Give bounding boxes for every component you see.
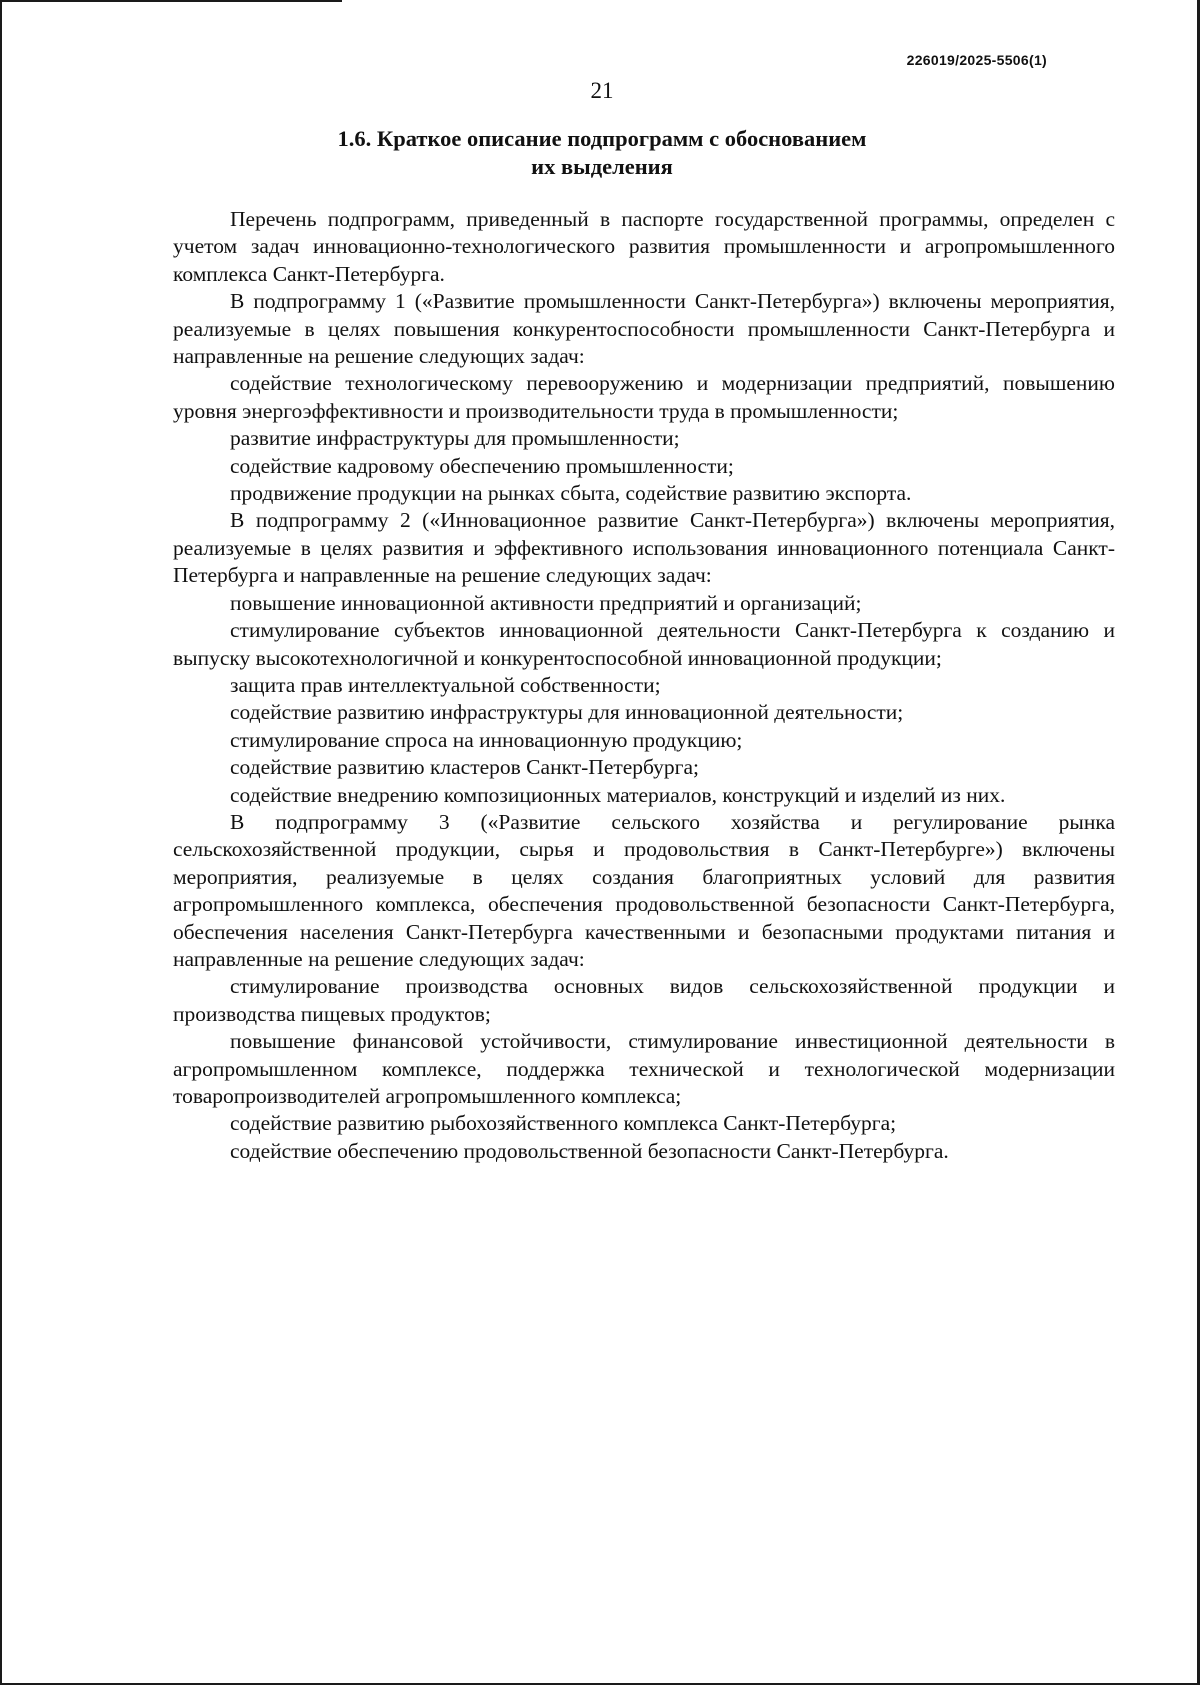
paragraph: В подпрограмму 3 («Развитие сельского хозяйства и регулирование рынка сельскохозяйственной продукции, сырья и продовольствия в Санкт-Петербурге») включены мероприятия, реализуемые в целях создания благоприятных условий для развития агропромышленного комплекса, обеспечения продовольственной безопасности Санкт-Петербурга, обеспечения населения Санкт-Петербурга качественными и безопасными продуктами питания и направленные на решение следующих задач: bbox=[173, 809, 1115, 971]
list-item: содействие технологическому перевооружению и модернизации предприятий, повышению уровня энергоэффективности и производительности труда в промышленности; bbox=[173, 371, 1115, 423]
list-item: защита прав интеллектуальной собственности; bbox=[230, 672, 661, 697]
section-title-line-2: их выделения bbox=[531, 154, 673, 179]
list-item: содействие кадровому обеспечению промышленности; bbox=[230, 453, 734, 478]
list-item: стимулирование субъектов инновационной деятельности Санкт-Петербурга к созданию и выпуску высокотехнологичной и конкурентоспособной инновационной продукции; bbox=[173, 618, 1115, 670]
list-item: содействие внедрению композиционных материалов, конструкций и изделий из них. bbox=[230, 782, 1006, 807]
list-item: содействие развитию кластеров Санкт-Петербурга; bbox=[230, 755, 700, 780]
list-item: стимулирование производства основных видов сельскохозяйственной продукции и производства пищевых продуктов; bbox=[173, 974, 1115, 1026]
list-item: содействие развитию инфраструктуры для инновационной деятельности; bbox=[230, 700, 904, 725]
top-border-line bbox=[2, 0, 342, 2]
list-item: развитие инфраструктуры для промышленности; bbox=[230, 426, 680, 451]
list-item: стимулирование спроса на инновационную продукцию; bbox=[230, 727, 743, 752]
paragraph: Перечень подпрограмм, приведенный в паспорте государственной программы, определен с учетом задач инновационно-технологического развития промышленности и агропромышленного комплекса Санкт-Петербурга. bbox=[173, 207, 1115, 286]
document-number: 226019/2025-5506(1) bbox=[906, 52, 1047, 68]
paragraph: В подпрограмму 1 («Развитие промышленности Санкт-Петербурга») включены мероприятия, реализуемые в целях повышения конкурентоспособности промышленности Санкт-Петербурга и направленные на решение следующих задач: bbox=[173, 289, 1115, 369]
list-item: повышение инновационной активности предприятий и организаций; bbox=[230, 590, 862, 615]
section-title-line-1: 1.6. Краткое описание подпрограмм с обоснованием bbox=[337, 126, 867, 151]
list-item: содействие обеспечению продовольственной безопасности Санкт-Петербурга. bbox=[230, 1138, 949, 1163]
list-item: содействие развитию рыбохозяйственного комплекса Санкт-Петербурга; bbox=[230, 1111, 897, 1136]
paragraph: В подпрограмму 2 («Инновационное развитие Санкт-Петербурга») включены мероприятия, реализуемые в целях развития и эффективного использования инновационного потенциала Санкт-Петербурга и направленные на решение следующих задач: bbox=[173, 508, 1115, 588]
list-item: продвижение продукции на рынках сбыта, содействие развитию экспорта. bbox=[230, 481, 912, 506]
body-text bbox=[173, 206, 1115, 1165]
list-item: повышение финансовой устойчивости, стимулирование инвестиционной деятельности в агропромышленном комплексе, поддержка технической и технологической модернизации товаропроизводителей агропромышленного комплекса; bbox=[173, 1029, 1115, 1108]
page-number: 21 bbox=[590, 78, 614, 103]
section-title bbox=[2, 125, 1200, 181]
